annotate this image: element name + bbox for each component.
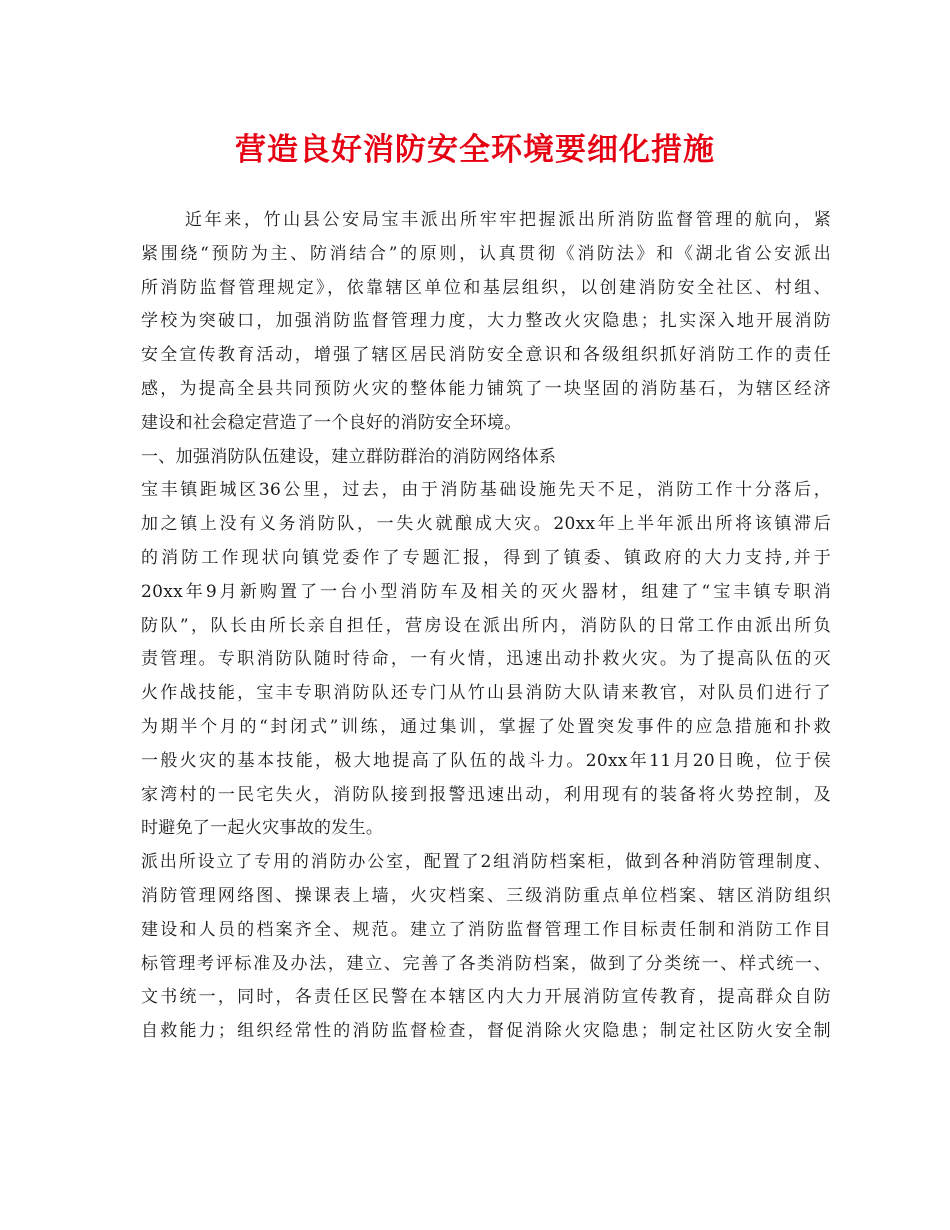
text-line: 建设和人员的档案齐全、规范。建立了消防监督管理工作目标责任制和消防工作目 — [141, 919, 831, 940]
text-line: 派出所设立了专用的消防办公室，配置了2组消防档案柜，做到各种消防管理制度、 — [141, 852, 831, 873]
text-line: 加之镇上没有义务消防队，一失火就酿成大灾。20xx年上半年派出所将该镇滞后 — [141, 514, 831, 535]
text-line: 近年来，竹山县公安局宝丰派出所牢牢把握派出所消防监督管理的航向，紧 — [185, 210, 831, 230]
text-line: 感，为提高全县共同预防火灾的整体能力铺筑了一块坚固的消防基石，为辖区经济 — [141, 378, 831, 399]
text-line: 火作战技能，宝丰专职消防队还专门从竹山县消防大队请来教官，对队员们进行了 — [141, 683, 831, 704]
text-line: 标管理考评标准及办法，建立、完善了各类消防档案，做到了分类统一、样式统一、 — [141, 953, 831, 974]
text-line: 20xx年9月新购置了一台小型消防车及相关的灭火器材，组建了“宝丰镇专职消 — [141, 581, 831, 602]
text-line: 家湾村的一民宅失火，消防队接到报警迅速出动，利用现有的装备将火势控制，及 — [141, 784, 831, 805]
text-line: 责管理。专职消防队随时待命，一有火情，迅速出动扑救火灾。为了提高队伍的灭 — [141, 649, 831, 670]
text-line: 安全宣传教育活动，增强了辖区居民消防安全意识和各级组织抓好消防工作的责任 — [141, 345, 831, 366]
text-line: 所消防监督管理规定》，依靠辖区单位和基层组织，以创建消防安全社区、村组、 — [141, 277, 831, 298]
text-line: 时避免了一起火灾事故的发生。 — [141, 818, 384, 839]
paragraph — [141, 846, 831, 1049]
text-line: 消防管理网络图、操课表上墙，火灾档案、三级消防重点单位档案、辖区消防组织 — [141, 885, 831, 906]
document-body — [141, 204, 831, 1049]
text-line: 一、加强消防队伍建设，建立群防群治的消防网络体系 — [141, 446, 557, 467]
text-line: 文书统一，同时，各责任区民警在本辖区内大力开展消防宣传教育，提高群众自防 — [141, 987, 831, 1008]
text-line: 紧围绕“预防为主、防消结合”的原则，认真贯彻《消防法》和《湖北省公安派出 — [141, 243, 831, 264]
section-heading — [141, 441, 831, 475]
text-line: 的消防工作现状向镇党委作了专题汇报，得到了镇委、镇政府的大力支持,并于 — [141, 547, 831, 568]
paragraph — [141, 474, 831, 846]
paragraph — [141, 204, 831, 441]
text-line: 建设和社会稳定营造了一个良好的消防安全环境。 — [141, 412, 522, 433]
text-line: 一般火灾的基本技能，极大地提高了队伍的战斗力。20xx年11月20日晚，位于侯 — [141, 750, 831, 771]
text-line: 为期半个月的“封闭式”训练，通过集训，掌握了处置突发事件的应急措施和扑救 — [141, 716, 831, 737]
text-line: 学校为突破口，加强消防监督管理力度，大力整改火灾隐患；扎实深入地开展消防 — [141, 311, 831, 332]
text-line: 防队”，队长由所长亲自担任，营房设在派出所内，消防队的日常工作由派出所负 — [141, 615, 831, 636]
text-line: 自救能力；组织经常性的消防监督检查，督促消除火灾隐患；制定社区防火安全制 — [141, 1021, 831, 1042]
document-title: 营造良好消防安全环境要细化措施 — [235, 132, 715, 168]
text-line: 宝丰镇距城区36公里，过去，由于消防基础设施先天不足，消防工作十分落后， — [141, 480, 831, 501]
